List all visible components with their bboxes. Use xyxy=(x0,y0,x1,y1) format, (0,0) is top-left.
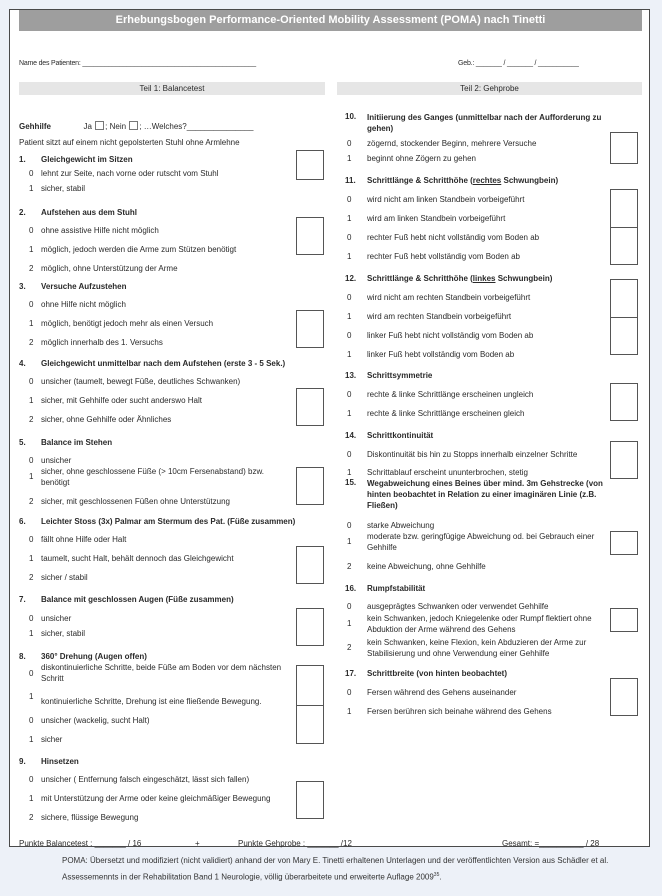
grand-total-blank[interactable]: __________ xyxy=(539,839,584,848)
item-6-score-box[interactable] xyxy=(296,546,324,584)
item-3-option-score: 2 xyxy=(29,338,34,347)
item-17-option-text: Fersen berühren sich beinahe während des Gehens xyxy=(367,707,552,716)
item-10-option-text: beginnt ohne Zögern zu gehen xyxy=(367,154,476,163)
item-16-option-text: kein Schwanken, jedoch Kniegelenke oder Rumpf flektiert ohne Abduktion der Arme während des Gehens xyxy=(367,614,592,634)
walking-aid-which-field[interactable]: ; …Welches?_______________ xyxy=(139,122,254,131)
item-2-option-score: 1 xyxy=(29,245,34,254)
grand-total[interactable] xyxy=(502,839,599,848)
item-12-option-score: 1 xyxy=(347,312,352,321)
item-12-title-pre: Schrittlänge & Schritthöhe ( xyxy=(367,274,473,283)
item-10-title: Initiierung des Ganges (unmittelbar nach der Aufforderung zu gehen) xyxy=(367,113,602,133)
form-title: Erhebungsbogen Performance-Oriented Mobility Assessment (POMA) nach Tinetti xyxy=(19,10,642,31)
item-7-title: Balance mit geschlossen Augen (Füße zusammen) xyxy=(41,595,234,604)
item-16-option-text: kein Schwanken, keine Flexion, kein Abduzieren der Arme zur Stabilisierung und ohne Verwendung einer Gehhilfe xyxy=(367,638,587,658)
item-9-option-score: 0 xyxy=(29,775,34,784)
item-15-number: 15. xyxy=(345,478,357,487)
item-8-option-text: unsicher (wackelig, sucht Halt) xyxy=(41,716,150,725)
item-9-option-score: 1 xyxy=(29,794,34,803)
item-14-option-score: 0 xyxy=(347,450,352,459)
item-9-option-text: sichere, flüssige Bewegung xyxy=(41,813,139,822)
item-17-option-score: 1 xyxy=(347,707,352,716)
item-5-option-score: 1 xyxy=(29,472,34,481)
part2-header: Teil 2: Gehprobe xyxy=(337,82,642,95)
item-12-option-text: linker Fuß hebt vollständig vom Boden ab xyxy=(367,350,515,359)
item-8-option-score: 1 xyxy=(29,735,34,744)
balance-total-max: / 16 xyxy=(128,839,142,848)
item-8-title: 360° Drehung (Augen offen) xyxy=(41,652,147,661)
item-3-score-box[interactable] xyxy=(296,310,324,348)
item-12-score-box-b[interactable] xyxy=(610,317,638,355)
item-3-option-text: ohne Hilfe nicht möglich xyxy=(41,300,126,309)
item-15-option-text: keine Abweichung, ohne Gehhilfe xyxy=(367,562,486,571)
item-5-title: Balance im Stehen xyxy=(41,438,113,447)
item-7-number: 7. xyxy=(19,595,26,604)
item-12-title-underlined: linkes xyxy=(472,274,496,283)
walking-aid-no-checkbox[interactable] xyxy=(129,121,138,130)
item-6-option-score: 1 xyxy=(29,554,34,563)
intro-text: Patient sitzt auf einem nicht gepolsterten Stuhl ohne Armlehne xyxy=(19,138,240,147)
item-8-score-box-b[interactable] xyxy=(296,705,324,744)
item-3-option-score: 1 xyxy=(29,319,34,328)
plus-sign: + xyxy=(195,839,200,848)
item-13-option-text: rechte & linke Schrittlänge erscheinen ungleich xyxy=(367,390,534,399)
item-11-option-text: wird nicht am linken Standbein vorbeigeführt xyxy=(367,195,525,204)
item-11-option-text: wird am linken Standbein vorbeigeführt xyxy=(367,214,506,223)
item-13-option-score: 0 xyxy=(347,390,352,399)
item-2-score-box[interactable] xyxy=(296,217,324,255)
item-11-title-pre: Schrittlänge & Schritthöhe ( xyxy=(367,176,473,185)
item-4-number: 4. xyxy=(19,359,26,368)
item-7-option-score: 0 xyxy=(29,614,34,623)
item-14-score-box[interactable] xyxy=(610,441,638,479)
item-4-title: Gleichgewicht unmittelbar nach dem Aufstehen (erste 3 - 5 Sek.) xyxy=(41,359,286,368)
item-9-title: Hinsetzen xyxy=(41,757,79,766)
item-5-option-text: sicher, mit geschlossenen Füßen ohne Unterstützung xyxy=(41,497,230,506)
item-6-option-text: taumelt, sucht Halt, behält dennoch das Gleichgewicht xyxy=(41,554,234,563)
item-8-option-text: diskontinuierliche Schritte, beide Füße am Boden vor dem nächsten Schritt xyxy=(41,663,282,683)
item-6-option-score: 0 xyxy=(29,535,34,544)
item-7-option-text: sicher, stabil xyxy=(41,629,86,638)
part1-header: Teil 1: Balancetest xyxy=(19,82,325,95)
item-13-title: Schrittsymmetrie xyxy=(367,371,433,380)
item-16-option-score: 0 xyxy=(347,602,352,611)
patient-name-label: Name des Patienten: xyxy=(19,60,81,67)
item-10-option-text: zögernd, stockender Beginn, mehrere Versuche xyxy=(367,139,537,148)
item-7-option-text: unsicher xyxy=(41,614,72,623)
item-2-title: Aufstehen aus dem Stuhl xyxy=(41,208,138,217)
grand-total-max: / 28 xyxy=(585,839,600,848)
item-3-option-text: möglich, benötigt jedoch mehr als einen Versuch xyxy=(41,319,214,328)
item-1-option-score: 1 xyxy=(29,184,34,193)
item-6-option-text: sicher / stabil xyxy=(41,573,88,582)
item-2-option-text: ohne assistive Hilfe nicht möglich xyxy=(41,226,159,235)
gait-total-max: /12 xyxy=(340,839,352,848)
patient-name-blank[interactable]: _______________________________________________ xyxy=(82,60,256,67)
footnote-end: . xyxy=(439,872,442,882)
gait-total[interactable] xyxy=(238,839,352,848)
item-13-option-score: 1 xyxy=(347,409,352,418)
item-16-score-box[interactable] xyxy=(610,608,638,632)
item-5-option-score: 2 xyxy=(29,497,34,506)
item-12-option-score: 1 xyxy=(347,350,352,359)
item-12-option-score: 0 xyxy=(347,331,352,340)
item-11-title-post: Schwungbein) xyxy=(501,176,559,185)
item-13-option-text: rechte & linke Schrittlänge erscheinen gleich xyxy=(367,409,525,418)
item-8-option-text: sicher xyxy=(41,735,63,744)
item-8-option-score: 1 xyxy=(29,692,34,701)
item-1-score-box[interactable] xyxy=(296,150,324,180)
item-17-number: 17. xyxy=(345,669,357,678)
item-11-option-text: rechter Fuß hebt nicht vollständig vom Boden ab xyxy=(367,233,540,242)
item-7-score-box[interactable] xyxy=(296,608,324,646)
item-12-option-text: linker Fuß hebt nicht vollständig vom Boden ab xyxy=(367,331,534,340)
item-15-title: Wegabweichung eines Beines über mind. 3m Gehstrecke (von hinten beobachtet in Relation zu einer imaginären Linie (z.B. Fließen) xyxy=(367,479,603,510)
item-17-title: Schrittbreite (von hinten beobachtet) xyxy=(367,669,508,678)
item-6-option-score: 2 xyxy=(29,573,34,582)
item-17-option-score: 0 xyxy=(347,688,352,697)
item-11-option-text: rechter Fuß hebt vollständig vom Boden ab xyxy=(367,252,520,261)
item-4-option-score: 2 xyxy=(29,415,34,424)
item-10-option-score: 0 xyxy=(347,139,352,148)
walking-aid-no-label: Nein xyxy=(109,122,127,131)
balance-total-blank[interactable]: _______ xyxy=(94,839,126,848)
item-15-option-score: 1 xyxy=(347,537,352,546)
item-13-number: 13. xyxy=(345,371,357,380)
item-3-option-score: 0 xyxy=(29,300,34,309)
item-4-score-box[interactable] xyxy=(296,388,324,426)
item-14-title: Schrittkontinuität xyxy=(367,431,434,440)
item-8-option-score: 0 xyxy=(29,716,34,725)
item-11-title xyxy=(367,176,558,185)
gait-total-blank[interactable]: _______ xyxy=(307,839,339,848)
item-2-option-text: möglich, jedoch werden die Arme zum Stützen benötigt xyxy=(41,245,237,254)
walking-aid-row: Gehhilfe Ja ; Nein ; …Welches?_______________ xyxy=(19,122,254,131)
balance-total-label: Punkte Balancetest : xyxy=(19,839,93,848)
item-16-option-text: ausgeprägtes Schwanken oder verwendet Gehhilfe xyxy=(367,602,549,611)
dob-label: Geb.: xyxy=(458,60,475,67)
walking-aid-yes-checkbox[interactable] xyxy=(95,121,104,130)
walking-aid-yes-label: Ja xyxy=(83,122,92,131)
item-16-option-score: 1 xyxy=(347,619,352,628)
item-8-score-box-a[interactable] xyxy=(296,665,324,706)
patient-name-field[interactable] xyxy=(19,60,256,67)
item-15-score-box[interactable] xyxy=(610,531,638,555)
item-2-option-score: 2 xyxy=(29,264,34,273)
dob-blank[interactable]: _______ / _______ / ___________ xyxy=(475,60,579,67)
item-9-score-box[interactable] xyxy=(296,781,324,819)
item-10-option-score: 1 xyxy=(347,154,352,163)
dob-field[interactable] xyxy=(458,60,579,67)
item-11-option-score: 0 xyxy=(347,233,352,242)
item-1-option-text: sicher, stabil xyxy=(41,184,86,193)
item-2-option-score: 0 xyxy=(29,226,34,235)
item-12-score-box-a[interactable] xyxy=(610,279,638,318)
item-17-option-text: Fersen während des Gehens auseinander xyxy=(367,688,517,697)
item-10-number: 10. xyxy=(345,112,357,121)
assessment-form-page xyxy=(9,9,650,847)
item-3-option-text: möglich innerhalb des 1. Versuchs xyxy=(41,338,163,347)
walking-aid-label: Gehhilfe xyxy=(19,122,52,131)
item-2-number: 2. xyxy=(19,208,26,217)
item-9-option-score: 2 xyxy=(29,813,34,822)
item-16-option-score: 2 xyxy=(347,643,352,652)
item-16-title: Rumpfstabilität xyxy=(367,584,426,593)
item-6-number: 6. xyxy=(19,517,26,526)
item-12-option-text: wird am rechten Standbein vorbeigeführt xyxy=(367,312,512,321)
item-6-option-text: fällt ohne Hilfe oder Halt xyxy=(41,535,127,544)
item-16-number: 16. xyxy=(345,584,357,593)
item-1-number: 1. xyxy=(19,155,26,164)
item-12-title xyxy=(367,274,552,283)
item-12-number: 12. xyxy=(345,274,357,283)
item-5-number: 5. xyxy=(19,438,26,447)
item-5-option-text: sicher, ohne geschlossene Füße (> 10cm Fersenabstand) bzw. benötigt xyxy=(41,467,265,487)
item-13-score-box[interactable] xyxy=(610,383,638,421)
item-4-option-text: sicher, ohne Gehhilfe oder Ähnliches xyxy=(41,415,172,424)
item-9-number: 9. xyxy=(19,757,26,766)
item-3-title: Versuche Aufzustehen xyxy=(41,282,127,291)
item-11-score-box-a[interactable] xyxy=(610,189,638,228)
footnote-line-2-text: Assessemennts in der Rehabilitation Band 1 Neurologie, völlig überarbeitete und erweiterte Auflage 2009 xyxy=(62,872,434,882)
item-11-title-underlined: rechtes xyxy=(472,176,502,185)
item-5-option-score: 0 xyxy=(29,456,34,465)
item-11-option-score: 0 xyxy=(347,195,352,204)
item-5-option-text: unsicher xyxy=(41,456,72,465)
item-8-option-text: kontinuierliche Schritte, Drehung ist eine fließende Bewegung. xyxy=(41,697,262,706)
item-17-score-box[interactable] xyxy=(610,678,638,716)
item-12-title-post: Schwungbein) xyxy=(495,274,553,283)
item-14-option-text: Schrittablauf erscheint ununterbrochen, stetig xyxy=(367,468,528,477)
item-5-score-box[interactable] xyxy=(296,467,324,505)
item-4-option-text: unsicher (taumelt, bewegt Füße, deutliches Schwanken) xyxy=(41,377,241,386)
footnote-reference: 35 xyxy=(433,872,440,878)
item-8-option-score: 0 xyxy=(29,669,34,678)
item-8-number: 8. xyxy=(19,652,26,661)
item-4-option-score: 1 xyxy=(29,396,34,405)
footnote-line-1: POMA: Übersetzt und modifiziert (nicht validiert) anhand der von Mary E. Tinetti erhaltenen Unterlagen und der veröffentlichten Version aus Schädler et al. xyxy=(62,856,609,865)
item-14-option-score: 1 xyxy=(347,468,352,477)
item-15-option-text: moderate bzw. geringfügige Abweichung od. bei Gebrauch einer Gehhilfe xyxy=(367,532,595,552)
item-11-option-score: 1 xyxy=(347,252,352,261)
item-9-option-text: mit Unterstützung der Arme oder keine gleichmäßiger Bewegung xyxy=(41,794,271,803)
item-15-option-text: starke Abweichung xyxy=(367,521,435,530)
gait-total-label: Punkte Gehprobe : xyxy=(238,839,306,848)
item-1-option-score: 0 xyxy=(29,169,34,178)
grand-total-label: Gesamt: = xyxy=(502,839,540,848)
footnote-line-2 xyxy=(62,872,442,882)
item-11-number: 11. xyxy=(345,176,356,185)
item-7-option-score: 1 xyxy=(29,629,34,638)
item-3-number: 3. xyxy=(19,282,26,291)
item-11-option-score: 1 xyxy=(347,214,352,223)
item-1-option-text: lehnt zur Seite, nach vorne oder rutscht vom Stuhl xyxy=(41,169,219,178)
balance-total[interactable] xyxy=(19,839,141,848)
item-2-option-text: möglich, ohne Unterstützung der Arme xyxy=(41,264,178,273)
item-14-number: 14. xyxy=(345,431,357,440)
item-1-title: Gleichgewicht im Sitzen xyxy=(41,155,133,164)
item-12-option-score: 0 xyxy=(347,293,352,302)
item-15-option-score: 2 xyxy=(347,562,352,571)
item-6-title: Leichter Stoss (3x) Palmar am Stermum des Pat. (Füße zusammen) xyxy=(41,517,296,526)
item-4-option-score: 0 xyxy=(29,377,34,386)
item-9-option-text: unsicher ( Entfernung falsch eingeschätzt, lässt sich fallen) xyxy=(41,775,250,784)
item-11-score-box-b[interactable] xyxy=(610,227,638,265)
item-12-option-text: wird nicht am rechten Standbein vorbeigeführt xyxy=(367,293,531,302)
item-4-option-text: sicher, mit Gehhilfe oder sucht anderswo Halt xyxy=(41,396,202,405)
item-15-option-score: 0 xyxy=(347,521,352,530)
item-10-score-box[interactable] xyxy=(610,132,638,164)
item-14-option-text: Diskontinuität bis hin zu Stopps innerhalb einzelner Schritte xyxy=(367,450,578,459)
